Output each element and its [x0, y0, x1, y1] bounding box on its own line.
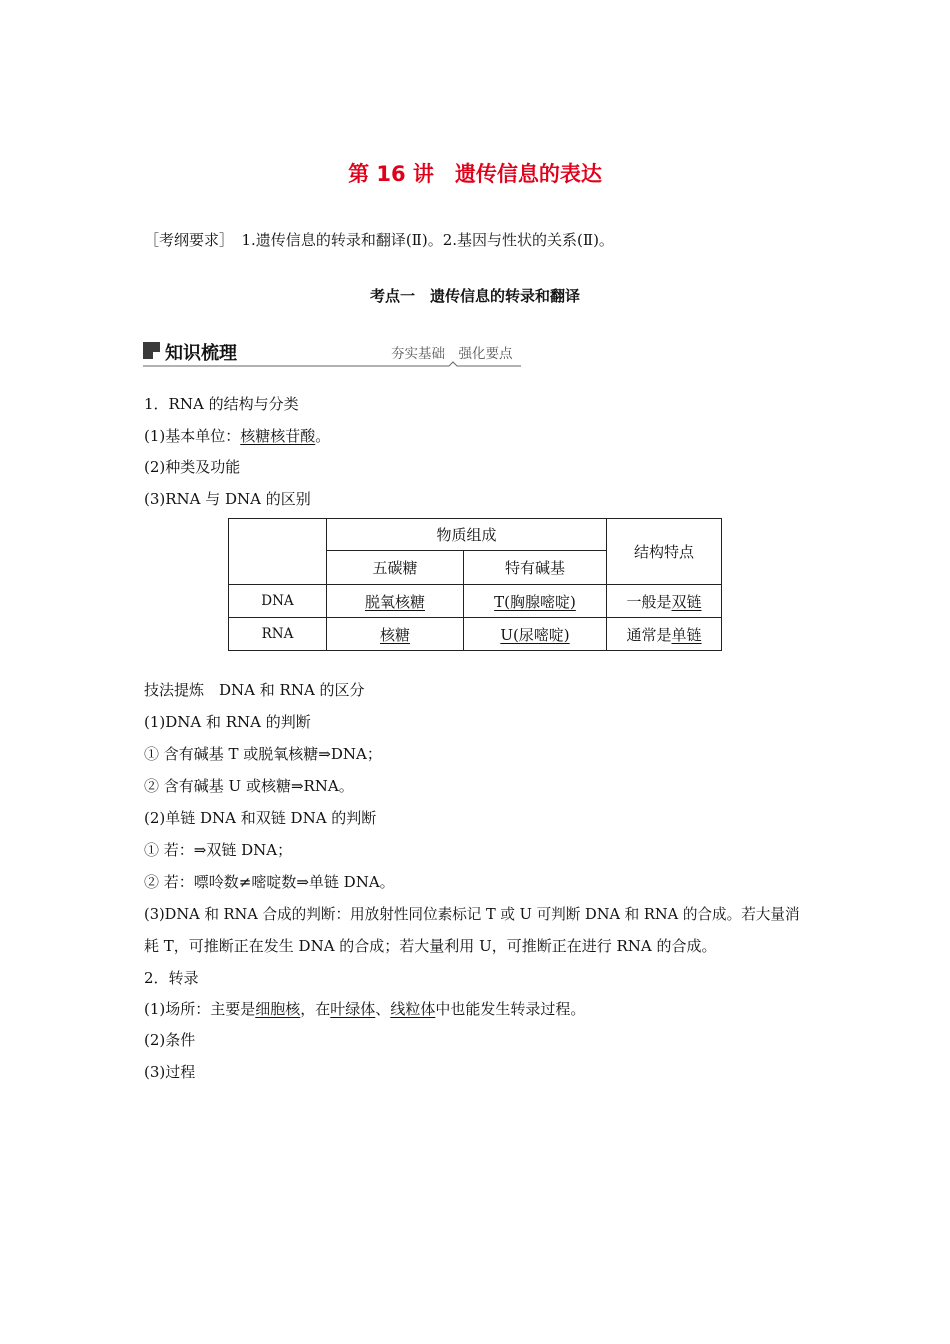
- s1-unit-prefix: (1)基本单位：: [144, 427, 241, 445]
- tips-line-3: ② 含有碱基 U 或核糖⇒RNA。: [144, 777, 354, 795]
- s1-heading: 1．RNA 的结构与分类: [144, 395, 299, 413]
- s2-place-nucleus: 细胞核: [255, 1000, 301, 1018]
- row-sugar: [327, 618, 464, 651]
- s1-types: (2)种类及功能: [144, 458, 241, 476]
- section-title: 考点一 遗传信息的转录和翻译: [369, 287, 580, 305]
- row-name: RNA: [229, 618, 327, 651]
- row-sugar: [327, 585, 464, 618]
- tips-line-6: ② 若：嘌呤数≠嘧啶数⇒单链 DNA。: [144, 873, 395, 891]
- row-struct-value: 双链: [671, 592, 702, 611]
- s2-heading: 2．转录: [144, 969, 199, 987]
- row-sugar-value: 核糖: [379, 625, 410, 644]
- s2-place-mid1: ，在: [300, 1000, 331, 1018]
- page-title: 第 16 讲 遗传信息的表达: [348, 162, 602, 186]
- s2-place-suffix: 中也能发生转录过程。: [435, 1000, 586, 1018]
- s2-place-prefix: (1)场所：主要是: [144, 1000, 256, 1018]
- row-struct-prefix: 通常是: [626, 625, 672, 644]
- tips-line-5: ① 若：⇒双链 DNA；: [144, 841, 293, 859]
- s2-place: [144, 998, 585, 1019]
- row-struct-prefix: 一般是: [626, 592, 672, 611]
- s1-diff: (3)RNA 与 DNA 的区别: [144, 490, 311, 508]
- banner-label: 知识梳理: [165, 343, 237, 364]
- header-sugar: 五碳糖: [327, 551, 464, 585]
- tips-line-2: ① 含有碱基 T 或脱氧核糖⇒DNA；: [144, 745, 382, 763]
- row-struct: [607, 585, 722, 618]
- s2-place-mid2: 、: [375, 1000, 391, 1018]
- table-corner: [229, 519, 327, 585]
- row-struct-value: 单链: [671, 625, 702, 644]
- tips-heading: 技法提炼 DNA 和 RNA 的区分: [144, 681, 365, 699]
- s2-process: (3)过程: [144, 1063, 196, 1081]
- s1-unit-answer: 核糖核苷酸: [240, 427, 316, 445]
- row-sugar-value: 脱氧核糖: [364, 592, 425, 611]
- tips-line-4: (2)单链 DNA 和双链 DNA 的判断: [144, 809, 377, 827]
- tips-line-8: 耗 T，可推断正在发生 DNA 的合成；若大量利用 U，可推断正在进行 RNA 的合成。: [144, 937, 717, 955]
- row-base: [464, 618, 607, 651]
- exam-requirement: ［考纲要求］ 1.遗传信息的转录和翻译(Ⅱ)。2.基因与性状的关系(Ⅱ)。: [144, 231, 614, 249]
- knowledge-banner: [143, 339, 523, 369]
- header-base: 特有碱基: [464, 551, 607, 585]
- row-base: [464, 585, 607, 618]
- s2-condition: (2)条件: [144, 1031, 196, 1049]
- s2-place-mitochondria: 线粒体: [390, 1000, 436, 1018]
- square-icon: [143, 342, 160, 359]
- dna-rna-table: [228, 518, 722, 651]
- header-group: 物质组成: [327, 519, 607, 551]
- s1-unit-suffix: 。: [315, 427, 331, 445]
- table-row: [229, 618, 722, 651]
- row-base-value: T(胸腺嘧啶): [494, 592, 576, 611]
- header-struct: 结构特点: [607, 519, 722, 585]
- tips-line-1: (1)DNA 和 RNA 的判断: [144, 713, 311, 731]
- s1-unit: [144, 425, 330, 446]
- banner-subtitle: 夯实基础 强化要点: [391, 346, 513, 362]
- row-base-value: U(尿嘧啶): [500, 625, 570, 644]
- row-struct: [607, 618, 722, 651]
- table-row: [229, 585, 722, 618]
- tips-line-7: (3)DNA 和 RNA 合成的判断：用放射性同位素标记 T 或 U 可判断 DNA 和 RNA 的合成。若大量消: [144, 906, 800, 923]
- row-name: DNA: [229, 585, 327, 618]
- s2-place-chloroplast: 叶绿体: [330, 1000, 376, 1018]
- banner-underline: [143, 361, 523, 369]
